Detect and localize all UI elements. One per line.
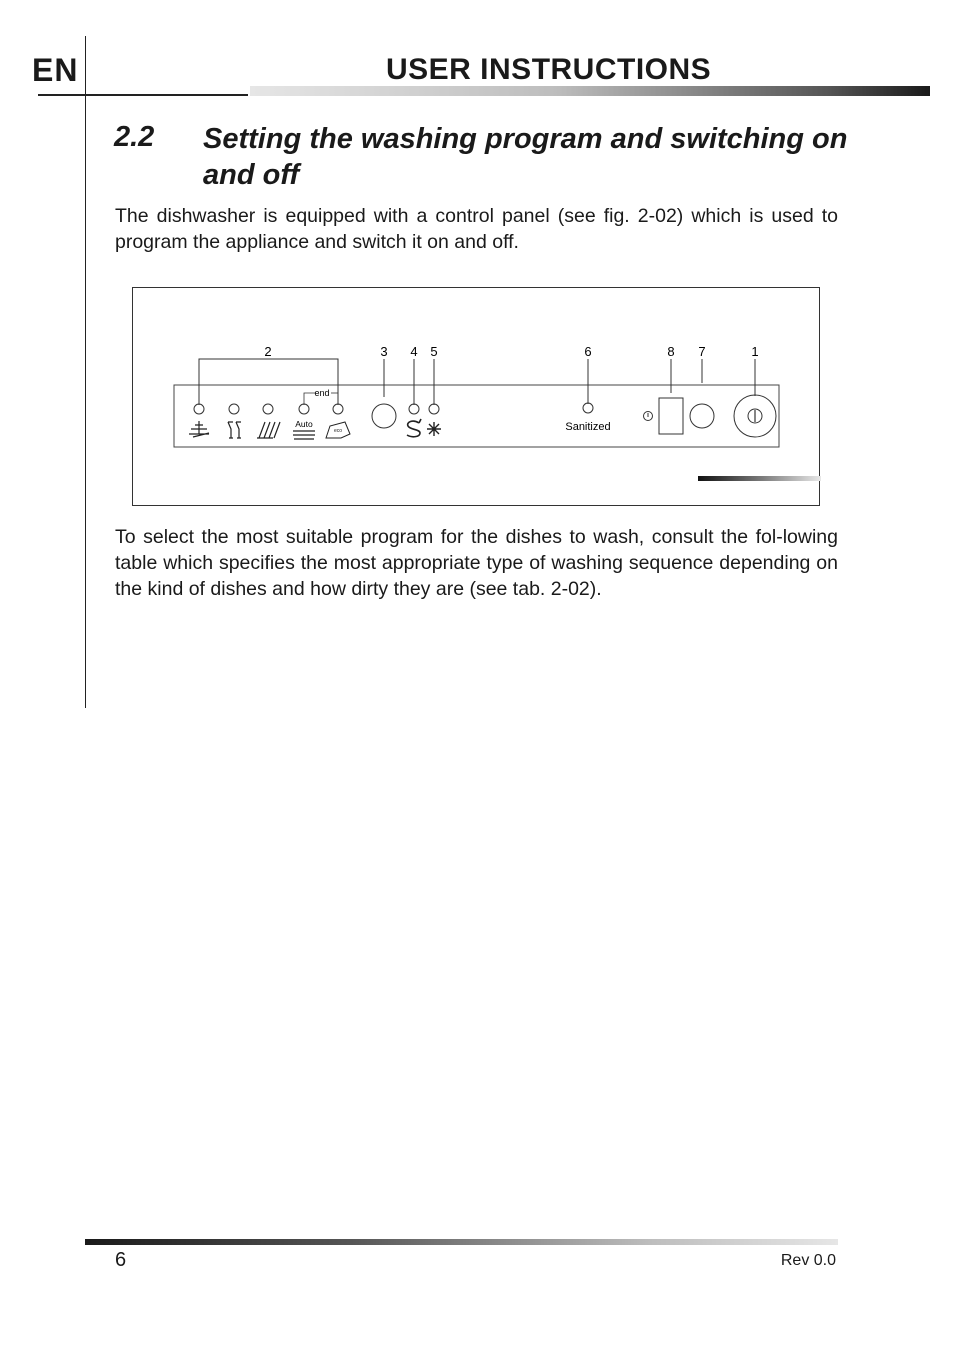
delay-button xyxy=(690,404,714,428)
control-panel-diagram xyxy=(133,288,821,507)
led-eco xyxy=(333,404,343,414)
page-number: 6 xyxy=(115,1249,127,1271)
program-selection-paragraph: To select the most suitable program for the dishes to wash, consult the fol-lowing table which specifies the most appropriate type of washing sequence depending on the kind of dishes and how dirty they are (see tab. 2-02). xyxy=(115,526,838,600)
glass-icon xyxy=(228,422,241,438)
callout-4: 4 xyxy=(410,344,418,359)
led-sanitized xyxy=(583,403,593,413)
header-gradient-bar xyxy=(250,86,930,96)
callout-7: 7 xyxy=(698,344,706,359)
svg-text:eco: eco xyxy=(333,428,343,434)
language-label: EN xyxy=(32,52,79,88)
led-prewash xyxy=(194,404,204,414)
pots-icon xyxy=(257,422,280,438)
half-load-icon xyxy=(407,419,421,437)
led-glass xyxy=(229,404,239,414)
led-auto xyxy=(299,404,309,414)
auto-icon xyxy=(293,431,315,439)
intro-paragraph: The dishwasher is equipped with a control panel (see fig. 2-02) which is used to program the appliance and switch it on and off. xyxy=(115,205,838,253)
led-rinse-aid xyxy=(429,404,439,414)
eco-icon xyxy=(326,422,350,438)
prewash-icon xyxy=(189,421,209,437)
auto-label: Auto xyxy=(295,419,313,429)
callout-1: 1 xyxy=(751,344,759,359)
program-button xyxy=(372,404,396,428)
margin-rule xyxy=(85,36,86,708)
callout-5: 5 xyxy=(430,344,438,359)
page-header-title: USER INSTRUCTIONS xyxy=(386,53,712,86)
sanitized-label: Sanitized xyxy=(565,421,611,433)
control-panel-figure xyxy=(132,287,820,506)
figure-gradient-bar xyxy=(698,476,821,481)
callout-2: 2 xyxy=(264,344,272,359)
footer-gradient-bar xyxy=(85,1239,838,1245)
display-window xyxy=(659,398,683,434)
rinse-aid-icon xyxy=(427,422,441,436)
led-pots xyxy=(263,404,273,414)
end-label: end xyxy=(314,388,330,398)
callout-3: 3 xyxy=(380,344,388,359)
callout-8: 8 xyxy=(667,344,675,359)
section-number: 2.2 xyxy=(114,121,155,153)
revision-label: Rev 0.0 xyxy=(780,1252,836,1269)
led-half-load xyxy=(409,404,419,414)
callout-6: 6 xyxy=(584,344,592,359)
callout-2-bracket xyxy=(199,359,338,405)
header-rule xyxy=(38,94,248,96)
section-title: Setting the washing program and switching on and off xyxy=(203,123,848,191)
